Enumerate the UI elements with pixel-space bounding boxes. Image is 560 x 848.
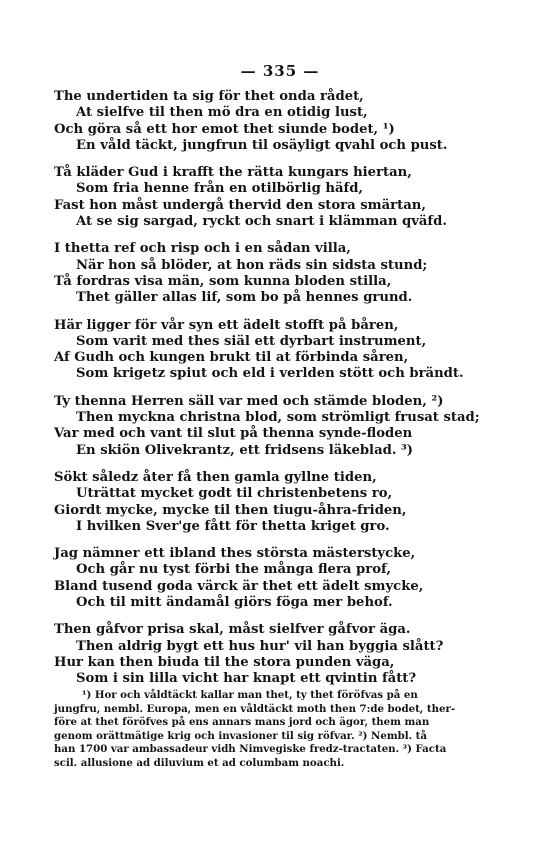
verse-line: Och göra så ett hor emot thet siunde bodet, ¹) [54,121,395,137]
verse-line: Uträttat mycket godt til christenbetens ro, [76,486,393,502]
footnote-line: jungfru, nembl. Europa, men en våldtäckt moth then 7:de bodet, ther- [54,702,456,715]
verse-line: En skiön Olivekrantz, ett fridsens läkeblad. ³) [76,442,414,458]
stanza [54,165,514,230]
footnotes [54,689,506,771]
verse-line: Som i sin lilla vicht har knapt ett qvintin fått? [76,671,417,687]
poem [54,89,514,699]
stanza [54,470,514,535]
footnote-line: genom orättmätige krig och invasioner til sig röfvar. ²) Nembl. tå [54,729,427,742]
verse-line: Bland tusend goda värck är thet ett ädelt smycke, [54,578,424,594]
verse-line: Tå kläder Gud i krafft the rätta kungars hiertan, [54,165,412,181]
verse-line: The undertiden ta sig för thet onda rådet, [54,89,364,104]
stanza [54,394,514,459]
stanza [54,546,514,611]
verse-line: I thetta ref och risp och i en sådan villa, [54,241,351,257]
verse-line: Giordt mycke, mycke til then tiugu-åhra-friden, [54,502,407,518]
verse-line: I hvilken Sver'ge fått för thetta kriget gro. [76,518,390,534]
verse-line: Som fria henne från en otilbörlig häfd, [76,181,364,197]
footnote-line: ¹) Hor och våldtäckt kallar man thet, ty thet föröfvas på en [82,689,418,701]
stanza [54,318,514,383]
verse-line: Ty thenna Herren säll var med och stämde bloden, ²) [54,393,444,409]
verse-line: At sielfve til then mö dra en otidig lust, [76,105,368,121]
verse-line: Hur kan then biuda til the stora punden väga, [54,654,395,670]
footnote-line: han 1700 var ambassadeur vidh Nimvegiske fredz-tractaten. ³) Facta [54,743,447,756]
verse-line: Var med och vant til slut på thenna synde-floden [54,426,413,442]
footnote-line: före at thet föröfves på ens annars mans jord och ägor, them man [54,716,430,729]
verse-line: Af Gudh och kungen brukt til at förbinda såren, [54,350,409,366]
verse-line: Then aldrig bygt ett hus hur' vil han byggia slått? [76,638,444,654]
footnote-line: scil. allusione ad diluvium et ad columbam noachi. [54,756,345,769]
verse-line: Fast hon måst undergå thervid den stora smärtan, [54,197,426,213]
verse-line: Thet gäller allas lif, som bo på hennes grund. [76,290,413,306]
verse-line: Sökt såledz åter få then gamla gyllne tiden, [54,469,377,485]
stanza [54,241,514,306]
stanza [54,622,514,687]
verse-line: At se sig sargad, ryckt och snart i klämman qväfd. [76,214,447,230]
verse-line: Then gåfvor prisa skal, måst sielfver gåfvor äga. [54,622,411,638]
verse-line: En våld täckt, jungfrun til osäyligt qvahl och pust. [76,137,448,153]
verse-line: Och går nu tyst förbi the många flera prof, [76,562,391,578]
verse-line: Här ligger för vår syn ett ädelt stofft på båren, [54,317,399,333]
verse-line: När hon så blöder, at hon räds sin sidsta stund; [76,257,428,273]
verse-line: Som krigetz spiut och eld i verlden stött och brändt. [76,366,464,382]
verse-line: Jag nämner ett ibland thes största mästerstycke, [54,546,416,562]
verse-line: Som varit med thes siäl ett dyrbart instrument, [76,333,427,349]
verse-line: Then myckna christna blod, som strömligt frusat stad; [76,410,480,426]
stanza [54,89,514,154]
verse-line: Tå fordras visa män, som kunna bloden stilla, [54,273,392,289]
page-number: — 335 — [240,62,320,80]
verse-line: Och til mitt ändamål giörs föga mer behof. [76,595,393,611]
